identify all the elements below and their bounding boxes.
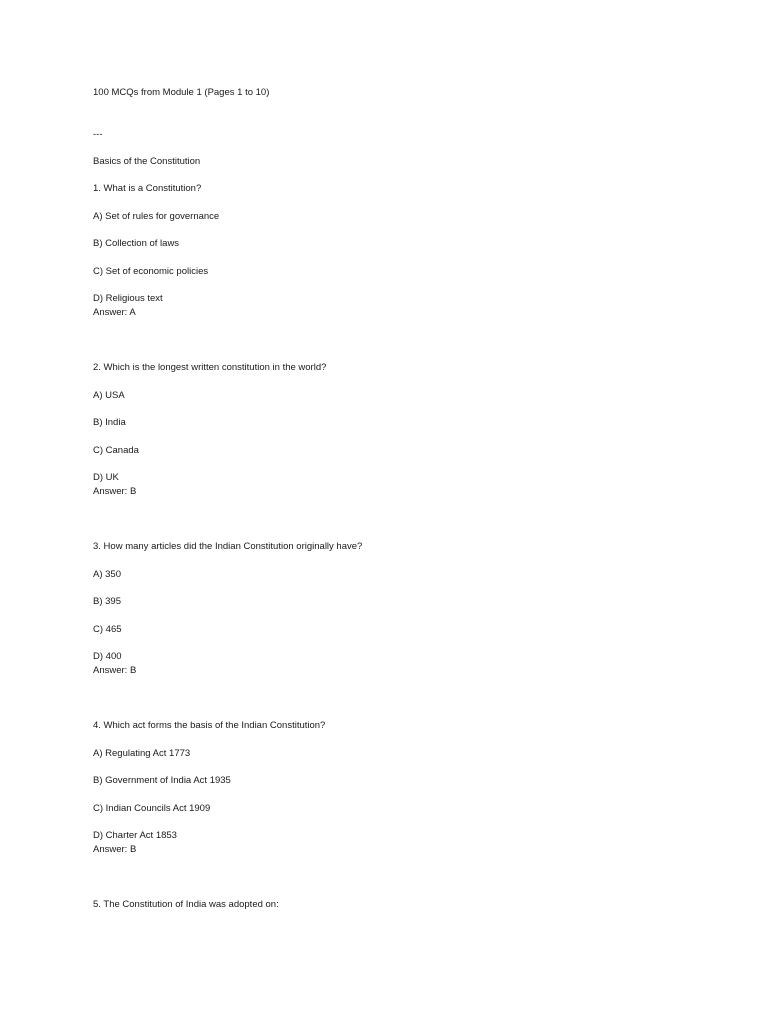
question-3-option-d: D) 400 xyxy=(93,651,122,662)
question-4-option-c: C) Indian Councils Act 1909 xyxy=(93,803,211,814)
question-3-text: 3. How many articles did the Indian Constitution originally have? xyxy=(93,541,363,552)
question-1-answer: Answer: A xyxy=(93,307,136,318)
question-2-option-c: C) Canada xyxy=(93,445,139,456)
question-4-text: 4. Which act forms the basis of the Indian Constitution? xyxy=(93,720,326,731)
question-3-answer: Answer: B xyxy=(93,665,137,676)
question-2-option-a: A) USA xyxy=(93,390,125,401)
question-4-option-a: A) Regulating Act 1773 xyxy=(93,748,191,759)
question-2-text: 2. Which is the longest written constitution in the world? xyxy=(93,362,327,373)
separator: --- xyxy=(93,129,103,140)
question-2-option-b: B) India xyxy=(93,417,126,428)
question-1-option-b: B) Collection of laws xyxy=(93,238,180,249)
section-heading: Basics of the Constitution xyxy=(93,156,201,167)
question-2-option-d: D) UK xyxy=(93,472,119,483)
document-title: 100 MCQs from Module 1 (Pages 1 to 10) xyxy=(93,87,270,98)
question-1-option-d: D) Religious text xyxy=(93,293,163,304)
question-1-option-a: A) Set of rules for governance xyxy=(93,211,220,222)
question-4-option-b: B) Government of India Act 1935 xyxy=(93,775,231,786)
question-5-text: 5. The Constitution of India was adopted on: xyxy=(93,899,279,910)
question-3-option-b: B) 395 xyxy=(93,596,121,607)
question-3-option-a: A) 350 xyxy=(93,569,121,580)
question-1-option-c: C) Set of economic policies xyxy=(93,266,209,277)
question-2-answer: Answer: B xyxy=(93,486,137,497)
question-3-option-c: C) 465 xyxy=(93,624,122,635)
question-1-text: 1. What is a Constitution? xyxy=(93,183,202,194)
question-4-answer: Answer: B xyxy=(93,844,137,855)
question-4-option-d: D) Charter Act 1853 xyxy=(93,830,177,841)
